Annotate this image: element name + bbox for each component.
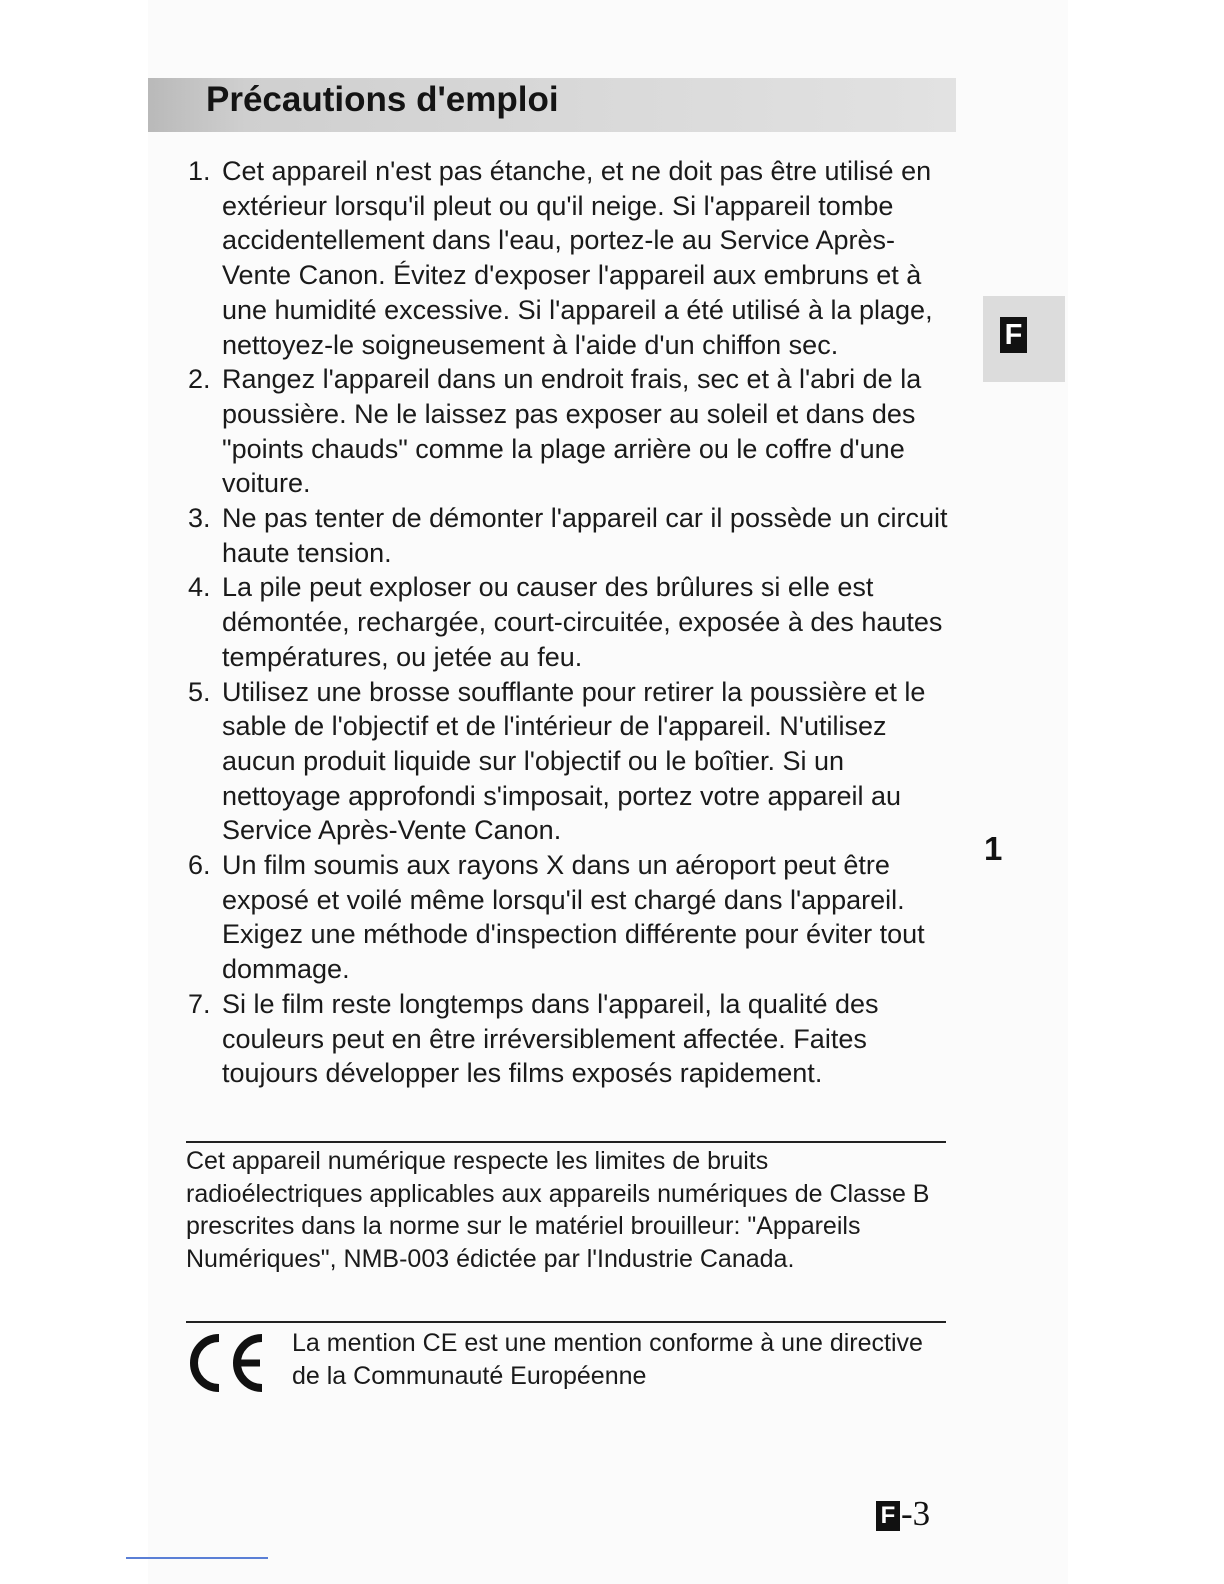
list-item [186, 987, 956, 1091]
list-item [186, 501, 956, 570]
footnote-rule [126, 1557, 268, 1559]
list-item-number: 4. [188, 572, 211, 603]
list-item-number: 7. [188, 988, 211, 1019]
list-item [186, 570, 956, 674]
list-item-number: 1. [188, 156, 211, 186]
precautions-list [186, 154, 956, 1091]
list-item-number: 6. [188, 850, 211, 881]
list-item-number: 2. [188, 364, 211, 395]
list-item-number: 5. [188, 676, 211, 707]
page-title: Précautions d'emploi [206, 80, 559, 119]
list-item-text: Ne pas tenter de démonter l'appareil car il possède un circuit haute tension. [222, 503, 948, 568]
list-item-number: 3. [188, 503, 211, 534]
language-tab [983, 296, 1065, 382]
list-item-text: La pile peut exploser ou causer des brûlures si elle est démontée, rechargée, court-circuitée, exposée à des hautes températures, ou jetée au feu. [222, 572, 943, 672]
ce-mark-icon [186, 1332, 268, 1394]
language-tab-letter: F [1000, 317, 1027, 353]
list-item [186, 362, 956, 501]
list-item-text: Cet appareil n'est pas étanche, et ne doit pas être utilisé en extérieur lorsqu'il pleut ou qu'il neige. Si l'appareil tombe accidentellement dans l'eau, portez-le au Service Après-Vente Canon. Évitez d'exposer l'appareil aux embruns et à une humidité excessive. Si l'appareil a été utilisé à la plage, nettoyez-le soigneusement à l'aide d'un chiffon sec. [222, 156, 933, 360]
list-item-text: Un film soumis aux rayons X dans un aéroport peut être exposé et voilé même lorsqu'il est chargé dans l'appareil. Exigez une méthode d'inspection différente pour éviter tout dommage. [222, 850, 925, 985]
list-item-text: Rangez l'appareil dans un endroit frais, sec et à l'abri de la poussière. Ne le laissez pas exposer au soleil et dans des "points chauds" comme la plage arrière ou le coffre d'une voiture. [222, 364, 922, 499]
divider [186, 1321, 946, 1323]
canada-notice: Cet appareil numérique respecte les limites de bruits radioélectriques applicables aux appareils numériques de Classe B prescrites dans la norme sur le matériel brouilleur: "Appareils Numériques", NMB-003 édictée par l'Industrie Canada. [186, 1147, 930, 1273]
list-item [186, 675, 956, 849]
list-item [186, 848, 956, 987]
section-header [148, 78, 956, 132]
list-item-text: Utilisez une brosse soufflante pour retirer la poussière et le sable de l'objectif et de l'intérieur de l'appareil. N'utilisez aucun produit liquide sur l'objectif ou le boîtier. Si un nettoyage approfondi s'imposait, portez votre appareil au Service Après-Vente Canon. [222, 676, 926, 846]
ce-description: La mention CE est une mention conforme à une directive de la Communauté Européenne [292, 1329, 923, 1390]
page-number [876, 1494, 930, 1534]
section-number: 1 [984, 830, 1003, 867]
divider [186, 1141, 946, 1143]
list-item-text: Si le film reste longtemps dans l'appareil, la qualité des couleurs peut en être irréversiblement affectée. Faites toujours développer les films exposés rapidement. [222, 988, 879, 1089]
page-number-suffix: -3 [901, 1494, 931, 1533]
page-number-box: F [876, 1501, 900, 1531]
list-item [186, 154, 956, 362]
